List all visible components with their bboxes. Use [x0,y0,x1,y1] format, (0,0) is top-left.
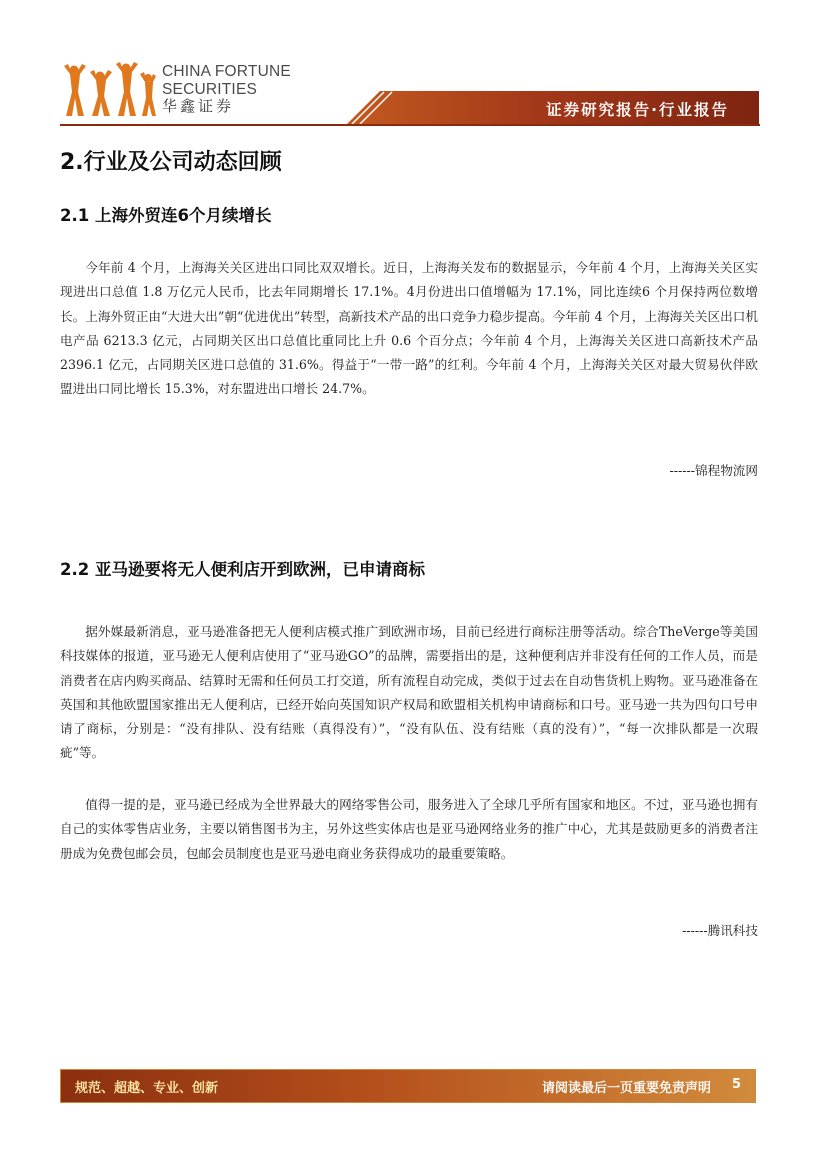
article1-paragraph: 今年前 4 个月，上海海关关区进出口同比双双增长。近日，上海海关发布的数据显示，今年前 4 个月，上海海关关区实现进出口总值 1.8 万亿元人民币，比去年同期增长 17.1%。4月份进出口值增幅为 17.1%，同比连续6 个月保持两位数增长。上海外贸正由“大进大出”朝“优进优出”转型，高新技术产品的出口竞争力稳步提高。今年前 4 个月，上海海关关区出口机电产品 6213.3 亿元，占同期关区出口总值比重同比上升 0.6 个百分点；今年前 4 个月，上海海关关区进口高新技术产品 2396.1 亿元，占同期关区进口总值的 31.6%。得益于“一带一路”的红利。今年前 4 个月，上海海关关区对最大贸易伙伴欧盟进出口同比增长 15.3%，对东盟进出口增长 24.7%。 [60,260,758,397]
footer-banner [60,1069,756,1103]
article1-heading: 2.1 上海外贸连6个月续增长 [60,206,272,225]
report-type-banner [346,91,759,125]
article1-source: ------锦程物流网 [669,463,758,478]
section-title: 2.行业及公司动态回顾 [60,150,282,175]
brand-name [162,64,291,114]
article2-heading: 2.2 亚马逊要将无人便利店开到欧洲，已申请商标 [60,560,425,579]
footer-disclaimer-link: 请阅读最后一页重要免责声明 [541,1081,711,1096]
footer-slogan: 规范、超越、专业、创新 [75,1081,219,1096]
brand-chinese: 华鑫证券 [162,97,235,115]
page-number: 5 [731,1077,741,1092]
report-type-label: 证券研究报告·行业报告 [546,101,729,119]
brand-english-line1: CHINA FORTUNE [162,63,291,80]
article2-paragraph2: 值得一提的是，亚马逊已经成为全世界最大的网络零售公司，服务进入了全球几乎所有国家和地区。不过，亚马逊也拥有自己的实体零售店业务，主要以销售图书为主，另外这些实体店也是亚马逊网络业务的推广中心，尤其是鼓励更多的消费者注册成为免费包邮会员，包邮会员制度也是亚马逊电商业务获得成功的最重要策略。 [60,797,758,861]
logo-figures-icon [60,58,156,120]
company-logo [60,58,156,120]
article2-paragraph1: 据外媒最新消息，亚马逊准备把无人便利店模式推广到欧洲市场，目前已经进行商标注册等活动。综合TheVerge等美国科技媒体的报道，亚马逊无人便利店使用了“亚马逊GO”的品牌，需要指出的是，这种便利店并非没有任何的工作人员，而是消费者在店内购买商品、结算时无需和任何员工打交道，所有流程自动完成，类似于过去在自动售货机上购物。亚马逊准备在英国和其他欧盟国家推出无人便利店，已经开始向英国知识产权局和欧盟相关机构申请商标和口号。亚马逊一共为四句口号申请了商标，分别是：“没有排队、没有结账（真得没有）”，“没有队伍、没有结账（真的没有）”，“每一次排队都是一次瑕疵”等。 [60,624,758,761]
brand-english-line2: SECURITIES [162,80,258,98]
header-divider [60,124,760,126]
article2-source: ------腾讯科技 [682,923,758,938]
